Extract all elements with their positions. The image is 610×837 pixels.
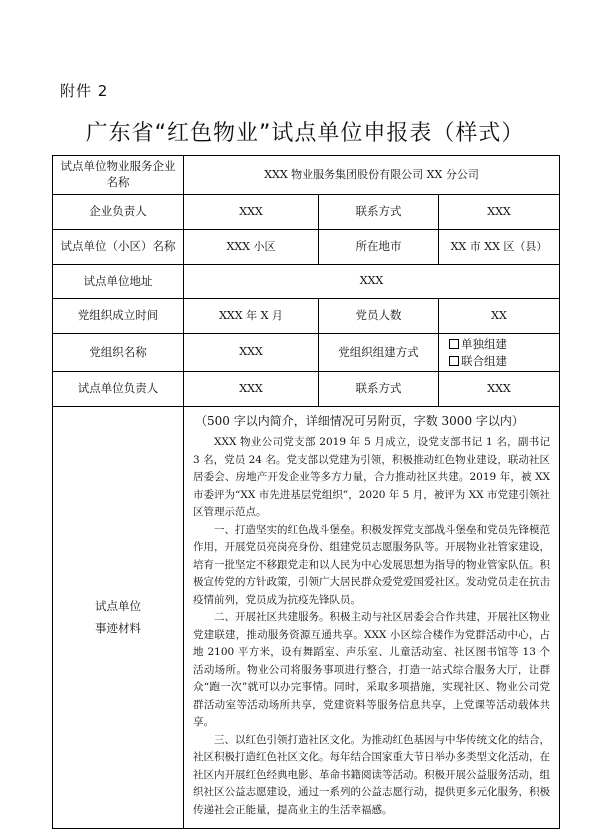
members-label: 党员人数: [319, 299, 439, 334]
checkbox-joint[interactable]: [449, 356, 459, 366]
members-value: XX: [439, 299, 560, 334]
pilot-contact-label: 联系方式: [319, 372, 439, 407]
leader-label: 企业负责人: [53, 195, 184, 230]
deeds-note: （500 字以内简介，详细情况可另附页，字数 3000 字以内）: [195, 414, 524, 428]
party-time-label: 党组织成立时间: [53, 299, 184, 334]
deeds-content: [184, 407, 560, 829]
option-single[interactable]: [449, 336, 556, 352]
row-party-time: [53, 299, 560, 334]
form-title: 广东省“红色物业”试点单位申报表（样式）: [85, 121, 525, 146]
row-company: [53, 156, 560, 195]
party-name-value: XXX: [184, 334, 319, 372]
unit-value: XXX 小区: [184, 230, 319, 265]
leader-value: XXX: [184, 195, 319, 230]
company-label: 试点单位物业服务企业名称: [53, 156, 184, 195]
deeds-paragraph: 一、打造坚实的红色战斗堡垒。积极发挥党支部战斗堡垒和党员先锋模范作用，开展党员亮岗亮身份、组建党员志愿服务队等。开展物业社管家建设，培育一批坚定不移跟党走和以人民为中心发展思想为指导的物业管家队伍。积极宣传党的方针政策，引领广大居民群众爱党爱国爱社区。发动党员走在抗击疫情前列，党员成为抗疫先锋队员。: [193, 523, 551, 606]
pilot-leader-value: XXX: [184, 372, 319, 407]
location-label: 所在地市: [319, 230, 439, 265]
row-pilot-leader: [53, 372, 560, 407]
option-joint[interactable]: [449, 353, 556, 369]
method-options: [439, 334, 560, 372]
method-label: 党组织组建方式: [319, 334, 439, 372]
location-value: XX 市 XX 区（县）: [439, 230, 560, 265]
leader-contact-value: XXX: [439, 195, 560, 230]
row-party-name: [53, 334, 560, 372]
application-form-table: [52, 155, 560, 829]
deeds-paragraph: 二、开展社区共建服务。积极主动与社区居委会合作共建，开展社区物业党建联建，推动服务资源互通共享。XXX 小区综合楼作为党群活动中心，占地 2100 平方米，设有舞蹈室、声乐室、儿童活动室、社区图书馆等 13 个活动场所。物业公司将服务事项进行整合，打造一站式综合服务大厅，让群众“跑一次”就可以办完事情。同时，采取多项措施，实现社区、物业公司党群活动室等活动场所共享，党建资料等服务信息共享，上党课等活动载体共享。: [193, 611, 551, 729]
deeds-paragraph: XXX 物业公司党支部 2019 年 5 月成立，设党支部书记 1 名，副书记 3 名，党员 24 名。党支部以党建为引领，积极推动红色物业建设，联动社区居委会、房地产开发企业等多方力量，合力推动社区共建。2019 年，被 XX 市委评为“XX 市先进基层党组织”，2020 年 5 月，被评为 XX 市党建引领社区管理示范点。: [193, 436, 551, 519]
address-label: 试点单位地址: [53, 265, 184, 299]
option-joint-label: 联合组建: [461, 353, 507, 368]
company-value: XXX 物业服务集团股份有限公司 XX 分公司: [184, 156, 560, 195]
unit-label: 试点单位（小区）名称: [53, 230, 184, 265]
deeds-label-line2: 事迹材料: [95, 620, 141, 635]
deeds-label: [53, 407, 184, 829]
address-value: XXX: [184, 265, 560, 299]
option-single-label: 单独组建: [461, 337, 507, 352]
checkbox-single[interactable]: [449, 339, 459, 349]
deeds-paragraph: 三、以红色引领打造社区文化。为推动红色基因与中华传统文化的结合，社区积极打造红色社区文化。每年结合国家重大节日举办多类型文化活动，在社区内开展红色经典电影、革命书籍阅读等活动。积极开展公益服务活动，组织社区公益志愿建设，通过一系列的公益志愿行动，提供更多元化服务，积极传递社会正能量，提高业主的生活幸福感。: [193, 733, 551, 816]
row-unit: [53, 230, 560, 265]
row-deeds: [53, 407, 560, 829]
pilot-contact-value: XXX: [439, 372, 560, 407]
leader-contact-label: 联系方式: [319, 195, 439, 230]
attachment-label: 附件 2: [60, 82, 109, 100]
row-leader: [53, 195, 560, 230]
party-name-label: 党组织名称: [53, 334, 184, 372]
party-time-value: XXX 年 X 月: [184, 299, 319, 334]
deeds-label-line1: 试点单位: [95, 598, 141, 613]
row-address: [53, 265, 560, 299]
pilot-leader-label: 试点单位负责人: [53, 372, 184, 407]
